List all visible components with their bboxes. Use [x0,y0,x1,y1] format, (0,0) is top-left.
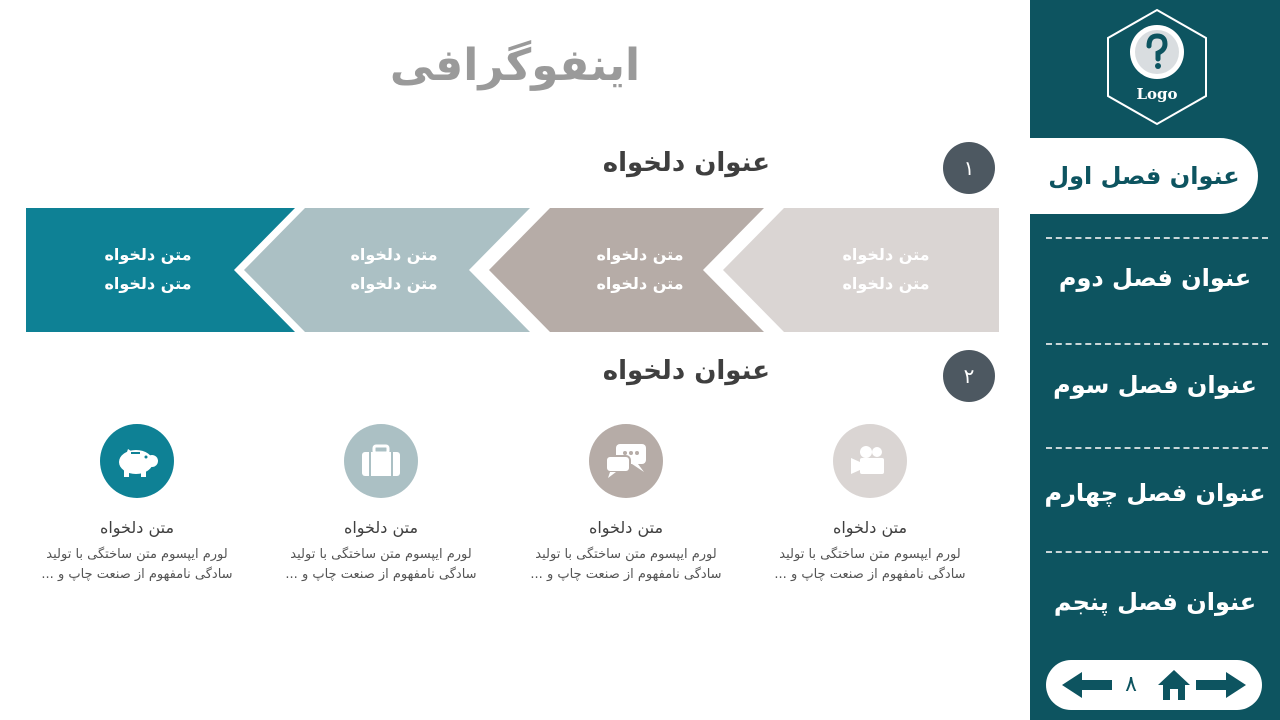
nav-item-chapter-5[interactable]: عنوان فصل پنجم [1053,588,1257,616]
nav-item-chapter-3[interactable]: عنوان فصل سوم [1053,371,1257,399]
piggy-bank-icon [100,424,174,498]
section-1-number-badge: ۱ [943,142,995,194]
item-1-description [37,545,237,585]
logo [1105,8,1209,126]
nav-divider [1046,447,1268,449]
chevron-4-line1: متن دلخواه [842,245,930,264]
page-number: ۸ [1125,672,1137,697]
item-1-title: متن دلخواه [99,518,175,537]
item-2-desc-line1: لورم ایپسوم متن ساختگی با تولید [290,547,472,562]
chevron-3-line2: متن دلخواه [596,274,684,293]
chevron-1-text [63,240,233,300]
chevron-1-line2: متن دلخواه [104,274,192,293]
chat-bubbles-icon [589,424,663,498]
page-title: اینفوگرافی [389,40,641,91]
nav-divider [1046,551,1268,553]
logo-text: Logo [1136,85,1178,103]
section-2-heading: عنوان دلخواه [602,356,770,386]
item-3-title: متن دلخواه [588,518,664,537]
item-3-desc-line2: سادگی نامفهوم از صنعت چاپ و ... [530,567,722,582]
item-3-desc-line1: لورم ایپسوم متن ساختگی با تولید [535,547,717,562]
nav-item-chapter-2[interactable]: عنوان فصل دوم [1058,264,1252,292]
item-2-description [281,545,481,585]
item-2-title: متن دلخواه [343,518,419,537]
item-4-title: متن دلخواه [832,518,908,537]
chevron-4-line2: متن دلخواه [842,274,930,293]
home-icon[interactable] [1156,668,1192,702]
item-4-description [770,545,970,585]
chevron-2-text [309,240,479,300]
section-1-heading: عنوان دلخواه [602,148,770,178]
item-4-desc-line1: لورم ایپسوم متن ساختگی با تولید [779,547,961,562]
section-2-number-badge: ۲ [943,350,995,402]
arrow-right-icon[interactable] [1194,670,1246,700]
item-1-desc-line2: سادگی نامفهوم از صنعت چاپ و ... [41,567,233,582]
item-4-desc-line2: سادگی نامفهوم از صنعت چاپ و ... [774,567,966,582]
chevron-2-line2: متن دلخواه [350,274,438,293]
chevron-1-line1: متن دلخواه [104,245,192,264]
video-camera-icon [833,424,907,498]
briefcase-icon [344,424,418,498]
item-2-desc-line2: سادگی نامفهوم از صنعت چاپ و ... [285,567,477,582]
nav-item-chapter-4[interactable]: عنوان فصل چهارم [1044,479,1266,507]
chevron-3-text [555,240,725,300]
chevron-2-line1: متن دلخواه [350,245,438,264]
nav-divider [1046,343,1268,345]
chevron-3-line1: متن دلخواه [596,245,684,264]
nav-item-chapter-1-label: عنوان فصل اول [1048,162,1240,190]
arrow-left-icon[interactable] [1062,670,1114,700]
chevron-4-text [801,240,971,300]
nav-item-chapter-1[interactable] [1030,138,1258,214]
item-1-desc-line1: لورم ایپسوم متن ساختگی با تولید [46,547,228,562]
nav-divider [1046,237,1268,239]
item-3-description [526,545,726,585]
